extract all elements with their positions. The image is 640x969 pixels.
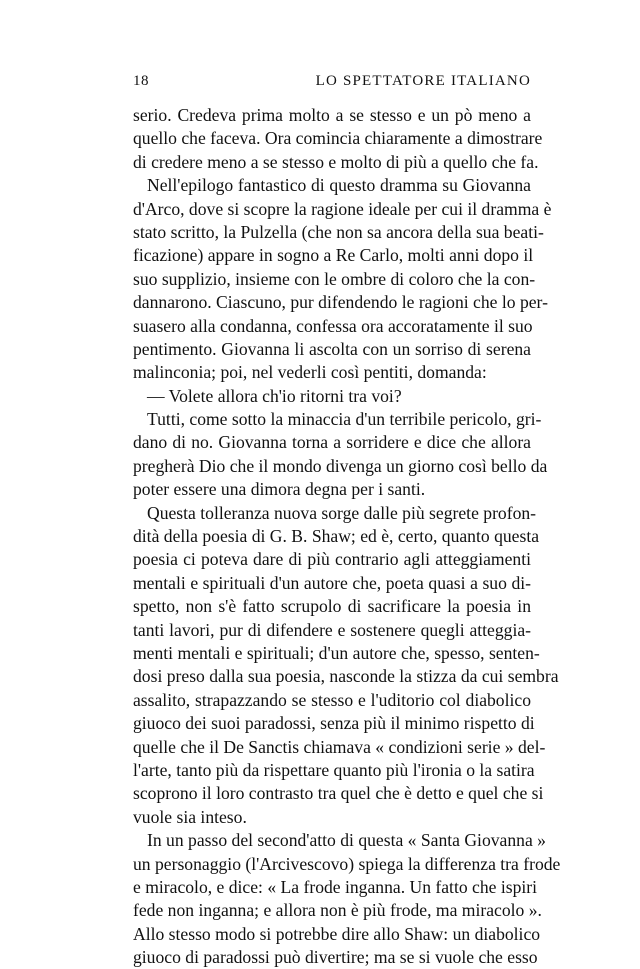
text-line: di credere meno a se stesso e molto di più a quello che fa.	[133, 151, 539, 172]
text-line: dannarono. Ciascuno, pur difendendo le ragioni che lo per-	[133, 292, 548, 313]
text-line: dano di no. Giovanna torna a sorridere e dice che allora	[133, 432, 531, 453]
text-line: Allo stesso modo si potrebbe dire allo Shaw: un diabolico	[133, 923, 541, 944]
text-line: d'Arco, dove si scopre la ragione ideale per cui il dramma è	[133, 198, 552, 219]
text-line: pregherà Dio che il mondo divenga un giorno così bello da	[133, 455, 548, 476]
text-line: giuoco di paradossi può divertire; ma se si vuole che esso	[133, 947, 538, 968]
text-line: Questa tolleranza nuova sorge dalle più segrete profon-	[147, 502, 537, 523]
text-line: mentali e spirituali d'un autore che, poeta quasi a suo di-	[133, 572, 531, 593]
text-line: fede non inganna; e allora non è più frode, ma miracolo ».	[133, 900, 542, 921]
text-line: suo supplizio, insieme con le ombre di coloro che la con-	[133, 268, 536, 289]
text-line: scoprono il loro contrasto tra quel che è detto e quel che si	[133, 783, 544, 804]
text-line: — Volete allora ch'io ritorni tra voi?	[147, 385, 402, 406]
text-line: pentimento. Giovanna li ascolta con un sorriso di serena	[133, 338, 531, 359]
text-line: poesia ci poteva dare di più contrario agli atteggiamenti	[133, 549, 531, 570]
text-line: suasero alla condanna, confessa ora accoratamente il suo	[133, 315, 533, 336]
text-line: poter essere una dimora degna per i santi.	[133, 479, 426, 500]
text-line: dosi preso dalla sua poesia, nasconde la stizza da cui sembra	[133, 666, 559, 687]
text-line: stato scritto, la Pulzella (che non sa ancora della sua beati-	[133, 221, 544, 242]
text-line: Tutti, come sotto la minaccia d'un terribile pericolo, gri-	[147, 409, 542, 430]
text-line: assalito, strapazzando se stesso e l'uditorio col diabolico	[133, 689, 531, 710]
text-line: Nell'epilogo fantastico di questo dramma su Giovanna	[147, 175, 531, 196]
text-line: malinconia; poi, nel vederli così pentiti, domanda:	[133, 362, 487, 383]
body-text	[133, 104, 561, 969]
text-line: dità della poesia di G. B. Shaw; ed è, certo, quanto questa	[133, 526, 540, 547]
page-number: 18	[133, 73, 149, 89]
text-line: vuole sia inteso.	[133, 806, 247, 827]
text-line: quelle che il De Sanctis chiamava « condizioni serie » del-	[133, 736, 546, 757]
text-line: un personaggio (l'Arcivescovo) spiega la differenza tra frode	[133, 853, 561, 874]
text-line: l'arte, tanto più da rispettare quanto più l'ironia o la satira	[133, 759, 535, 780]
running-title: LO SPETTATORE ITALIANO	[315, 73, 531, 89]
text-line: giuoco dei suoi paradossi, senza più il minimo rispetto di	[133, 713, 535, 734]
text-line: spetto, non s'è fatto scrupolo di sacrificare la poesia in	[133, 596, 531, 617]
text-line: quello che faceva. Ora comincia chiaramente a dimostrare	[133, 128, 543, 149]
text-line: serio. Credeva prima molto a se stesso e un pò meno a	[133, 105, 531, 125]
text-line: menti mentali e spirituali; d'un autore che, spesso, senten-	[133, 642, 540, 663]
text-line: tanti lavori, pur di difendere e sostenere quegli atteggia-	[133, 619, 531, 640]
text-line: In un passo del second'atto di questa « Santa Giovanna »	[147, 830, 546, 851]
text-line: ficazione) appare in sogno a Re Carlo, molti anni dopo il	[133, 245, 534, 266]
page-header	[133, 73, 531, 97]
text-line: e miracolo, e dice: « La frode inganna. Un fatto che ispiri	[133, 876, 538, 897]
